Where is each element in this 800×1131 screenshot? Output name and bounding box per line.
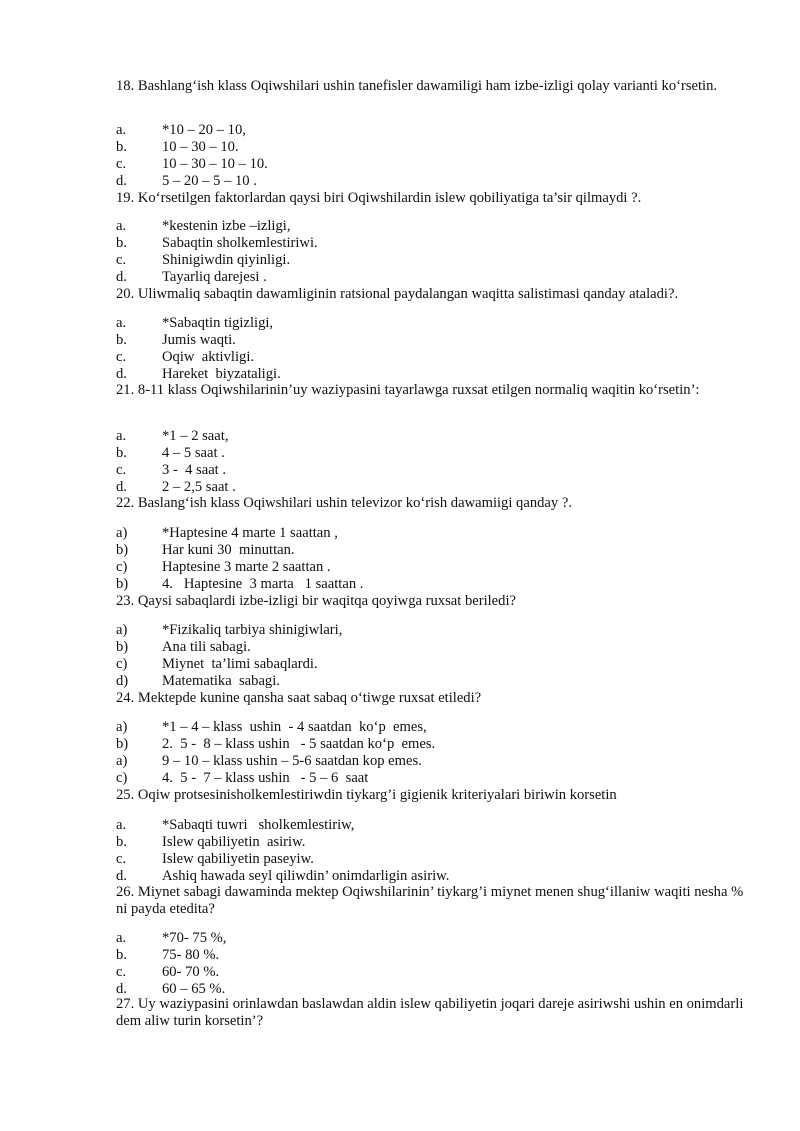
question-25-option-c: c. Islew qabiliyetin paseyiw. (116, 851, 314, 867)
question-23-text: 23. Qaysi sabaqlardi izbe-izligi bir waqitqa qoyiwga ruxsat beriledi? (116, 593, 516, 609)
question-18-option-b: b. 10 – 30 – 10. (116, 139, 239, 155)
question-22-option-a: a) *Haptesine 4 marte 1 saattan , (116, 525, 338, 541)
question-25-text: 25. Oqiw protsesinisholkemlestiriwdin tiykarg’i gigienik kriteriyalari biriwin korsetin (116, 787, 617, 803)
question-18-option-a: a. *10 – 20 – 10, (116, 122, 246, 138)
question-19-option-a: a. *kestenin izbe –izligi, (116, 218, 291, 234)
question-18-option-d: d. 5 – 20 – 5 – 10 . (116, 173, 257, 189)
question-21-option-a: a. *1 – 2 saat, (116, 428, 229, 444)
question-26-text: 26. Miynet sabagi dawaminda mektep Oqiwshilarinin’ tiykarg’i miynet menen shug‘illaniw waqiti nesha % ni payda etedita? (116, 884, 744, 917)
question-22-option-c: c) Haptesine 3 marte 2 saattan . (116, 559, 331, 575)
question-27-text: 27. Uy waziypasini orinlawdan baslawdan aldin islew qabiliyetin joqari dareje asiriwshi ushin en onimdarli dem aliw turin korsetin’? (116, 996, 744, 1029)
question-21-option-c: c. 3 - 4 saat . (116, 462, 227, 478)
question-20-text: 20. Uliwmaliq sabaqtin dawamliginin ratsional paydalangan waqitta salistimasi qanday ataladi?. (116, 286, 679, 302)
question-26-option-d: d. 60 – 65 %. (116, 981, 226, 997)
question-20-option-a: a. *Sabaqtin tigizligi, (116, 315, 274, 331)
question-20-option-c: c. Oqiw aktivligi. (116, 349, 255, 365)
question-20-option-b: b. Jumis waqti. (116, 332, 236, 348)
question-22-text: 22. Baslang‘ish klass Oqiwshilari ushin televizor ko‘rish dawamiigi qanday ?. (116, 495, 572, 511)
question-24-option-c: a) 9 – 10 – klass ushin – 5-6 saatdan kop emes. (116, 753, 422, 769)
question-23-option-a: a) *Fizikaliq tarbiya shinigiwlari, (116, 622, 343, 638)
question-21-option-d: d. 2 – 2,5 saat . (116, 479, 236, 495)
question-24-text: 24. Mektepde kunine qansha saat sabaq o‘tiwge ruxsat etiledi? (116, 690, 482, 706)
question-22-option-d: b) 4. Haptesine 3 marta 1 saattan . (116, 576, 364, 592)
question-19-option-d: d. Tayarliq darejesi . (116, 269, 267, 285)
question-18-option-c: c. 10 – 30 – 10 – 10. (116, 156, 268, 172)
question-24-option-b: b) 2. 5 - 8 – klass ushin - 5 saatdan ko‘p emes. (116, 736, 436, 752)
question-18-text: 18. Bashlang‘ish klass Oqiwshilari ushin tanefisler dawamiligi ham izbe-izligi qolay varianti ko‘rsetin. (116, 78, 718, 94)
question-19-text: 19. Ko‘rsetilgen faktorlardan qaysi biri Oqiwshilardin islew qobiliyatiga ta’sir qilmaydi ?. (116, 190, 642, 206)
question-25-option-b: b. Islew qabiliyetin asiriw. (116, 834, 306, 850)
question-21-text: 21. 8-11 klass Oqiwshilarinin’uy waziypasini tayarlawga ruxsat etilgen normaliq waqitin ko‘rsetin’: (116, 382, 700, 398)
question-23-option-c: c) Miynet ta’limi sabaqlardi. (116, 656, 318, 672)
question-23-option-d: d) Matematika sabagi. (116, 673, 280, 689)
question-26-option-a: a. *70- 75 %, (116, 930, 227, 946)
question-22-option-b: b) Har kuni 30 minuttan. (116, 542, 295, 558)
question-26-option-b: b. 75- 80 %. (116, 947, 220, 963)
question-24-option-a: a) *1 – 4 – klass ushin - 4 saatdan ko‘p emes, (116, 719, 427, 735)
question-24-option-d: c) 4. 5 - 7 – klass ushin - 5 – 6 saat (116, 770, 369, 786)
question-19-option-c: c. Shinigiwdin qiyinligi. (116, 252, 291, 268)
question-25-option-d: d. Ashiq hawada seyl qiliwdin’ onimdarligin asiriw. (116, 868, 450, 884)
question-26-option-c: c. 60- 70 %. (116, 964, 220, 980)
question-23-option-b: b) Ana tili sabagi. (116, 639, 251, 655)
question-20-option-d: d. Hareket biyzataligi. (116, 366, 281, 382)
question-25-option-a: a. *Sabaqti tuwri sholkemlestiriw, (116, 817, 355, 833)
question-21-option-b: b. 4 – 5 saat . (116, 445, 225, 461)
question-19-option-b: b. Sabaqtin sholkemlestiriwi. (116, 235, 318, 251)
